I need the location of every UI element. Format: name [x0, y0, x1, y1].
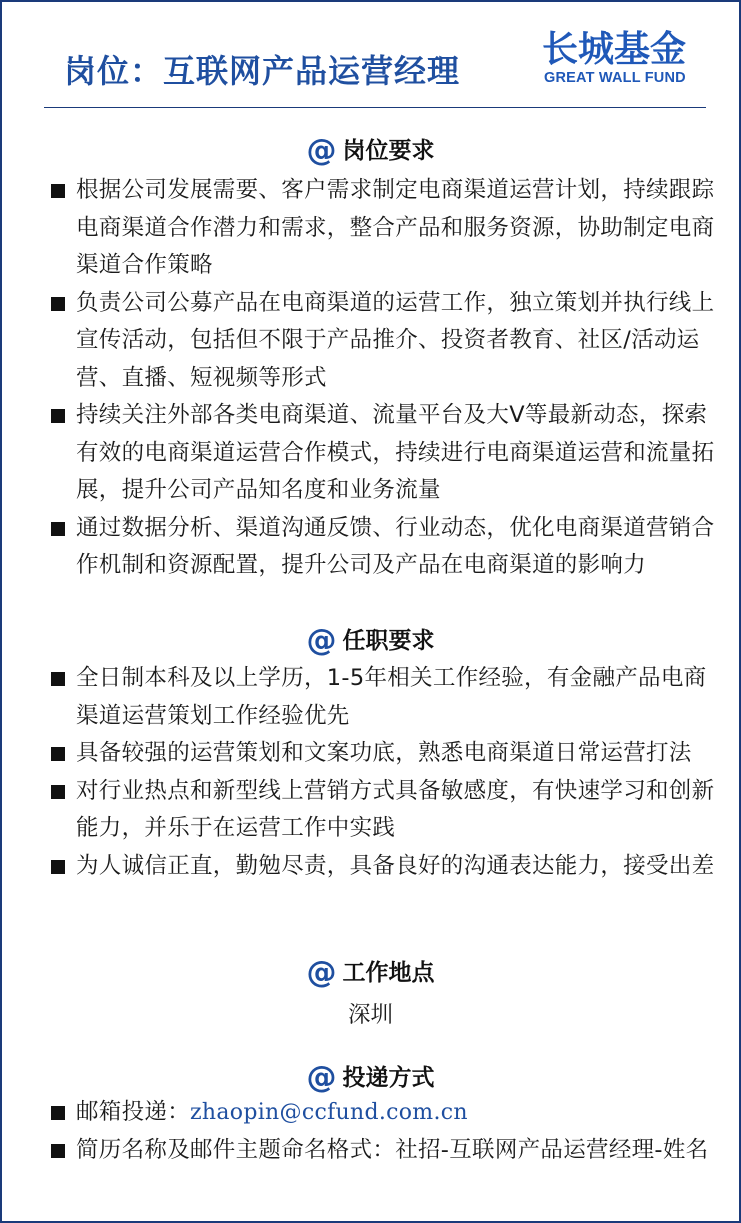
square-bullet-icon [51, 522, 65, 536]
section-title: 任职要求 [342, 628, 435, 654]
list-item-text: 通过数据分析、渠道沟通反馈、行业动态，优化电商渠道营销合作机制和资源配置，提升公司及产品在电商渠道的影响力 [76, 514, 715, 578]
square-bullet-icon [51, 297, 65, 311]
header [2, 2, 739, 108]
list-item [2, 1094, 739, 1132]
section-location-heading [2, 954, 739, 990]
requirements-list [2, 172, 739, 585]
at-icon: @ [306, 623, 337, 658]
logo-cn-text: 长城基金 [542, 29, 687, 70]
section-title: 投递方式 [342, 1065, 435, 1091]
square-bullet-icon [51, 672, 65, 686]
list-item-text: 负责公司公募产品在电商渠道的运营工作，独立策划并执行线上宣传活动，包括但不限于产品推介、投资者教育、社区/活动运营、直播、短视频等形式 [76, 289, 715, 391]
list-item-text: 全日制本科及以上学历，1-5年相关工作经验，有金融产品电商渠道运营策划工作经验优先 [76, 665, 707, 729]
header-divider [44, 107, 706, 108]
square-bullet-icon [51, 184, 65, 198]
list-item-text: 简历名称及邮件主题命名格式：社招-互联网产品运营经理-姓名 [76, 1136, 709, 1163]
at-icon: @ [306, 133, 337, 168]
list-item-text: 具备较强的运营策划和文案功底，熟悉电商渠道日常运营打法 [76, 740, 692, 766]
apply-list [2, 1094, 739, 1169]
list-item [2, 660, 739, 735]
list-item [2, 172, 739, 285]
section-qualifications-heading [2, 622, 739, 658]
logo-en-text: GREAT WALL FUND [544, 70, 686, 86]
location-value: 深圳 [347, 1002, 393, 1028]
list-item [2, 773, 739, 848]
list-item [2, 510, 739, 585]
company-logo [542, 30, 706, 90]
list-item-text: 为人诚信正直，勤勉尽责，具备良好的沟通表达能力，接受出差 [76, 852, 715, 879]
square-bullet-icon [51, 747, 65, 761]
square-bullet-icon [51, 1106, 65, 1120]
list-item-text: 根据公司发展需要、客户需求制定电商渠道运营计划，持续跟踪电商渠道合作潜力和需求，整合产品和服务资源，协助制定电商渠道合作策略 [76, 177, 715, 278]
section-title: 岗位要求 [342, 138, 435, 164]
list-item [2, 735, 739, 773]
section-apply-heading [2, 1059, 739, 1095]
square-bullet-icon [51, 1144, 65, 1158]
page-title: 岗位：互联网产品运营经理 [64, 52, 461, 90]
list-item [2, 397, 739, 510]
section-title: 工作地点 [342, 960, 435, 986]
qualifications-list [2, 660, 739, 885]
list-item-text: 持续关注外部各类电商渠道、流量平台及大V等最新动态，探索有效的电商渠道运营合作模式，持续进行电商渠道运营和流量拓展，提升公司产品知名度和业务流量 [76, 402, 715, 503]
square-bullet-icon [51, 409, 65, 423]
list-item [2, 285, 739, 398]
list-item [2, 1132, 739, 1170]
square-bullet-icon [51, 860, 65, 874]
list-item-text: 对行业热点和新型线上营销方式具备敏感度，有快速学习和创新能力，并乐于在运营工作中实践 [76, 777, 715, 841]
list-item [2, 848, 739, 886]
at-icon: @ [306, 955, 337, 990]
email-label: 邮箱投递： [76, 1099, 191, 1125]
at-icon: @ [306, 1060, 337, 1095]
email-link[interactable]: zhaopin@ccfund.com.cn [190, 1100, 468, 1125]
square-bullet-icon [51, 785, 65, 799]
section-requirements-heading [2, 132, 739, 168]
